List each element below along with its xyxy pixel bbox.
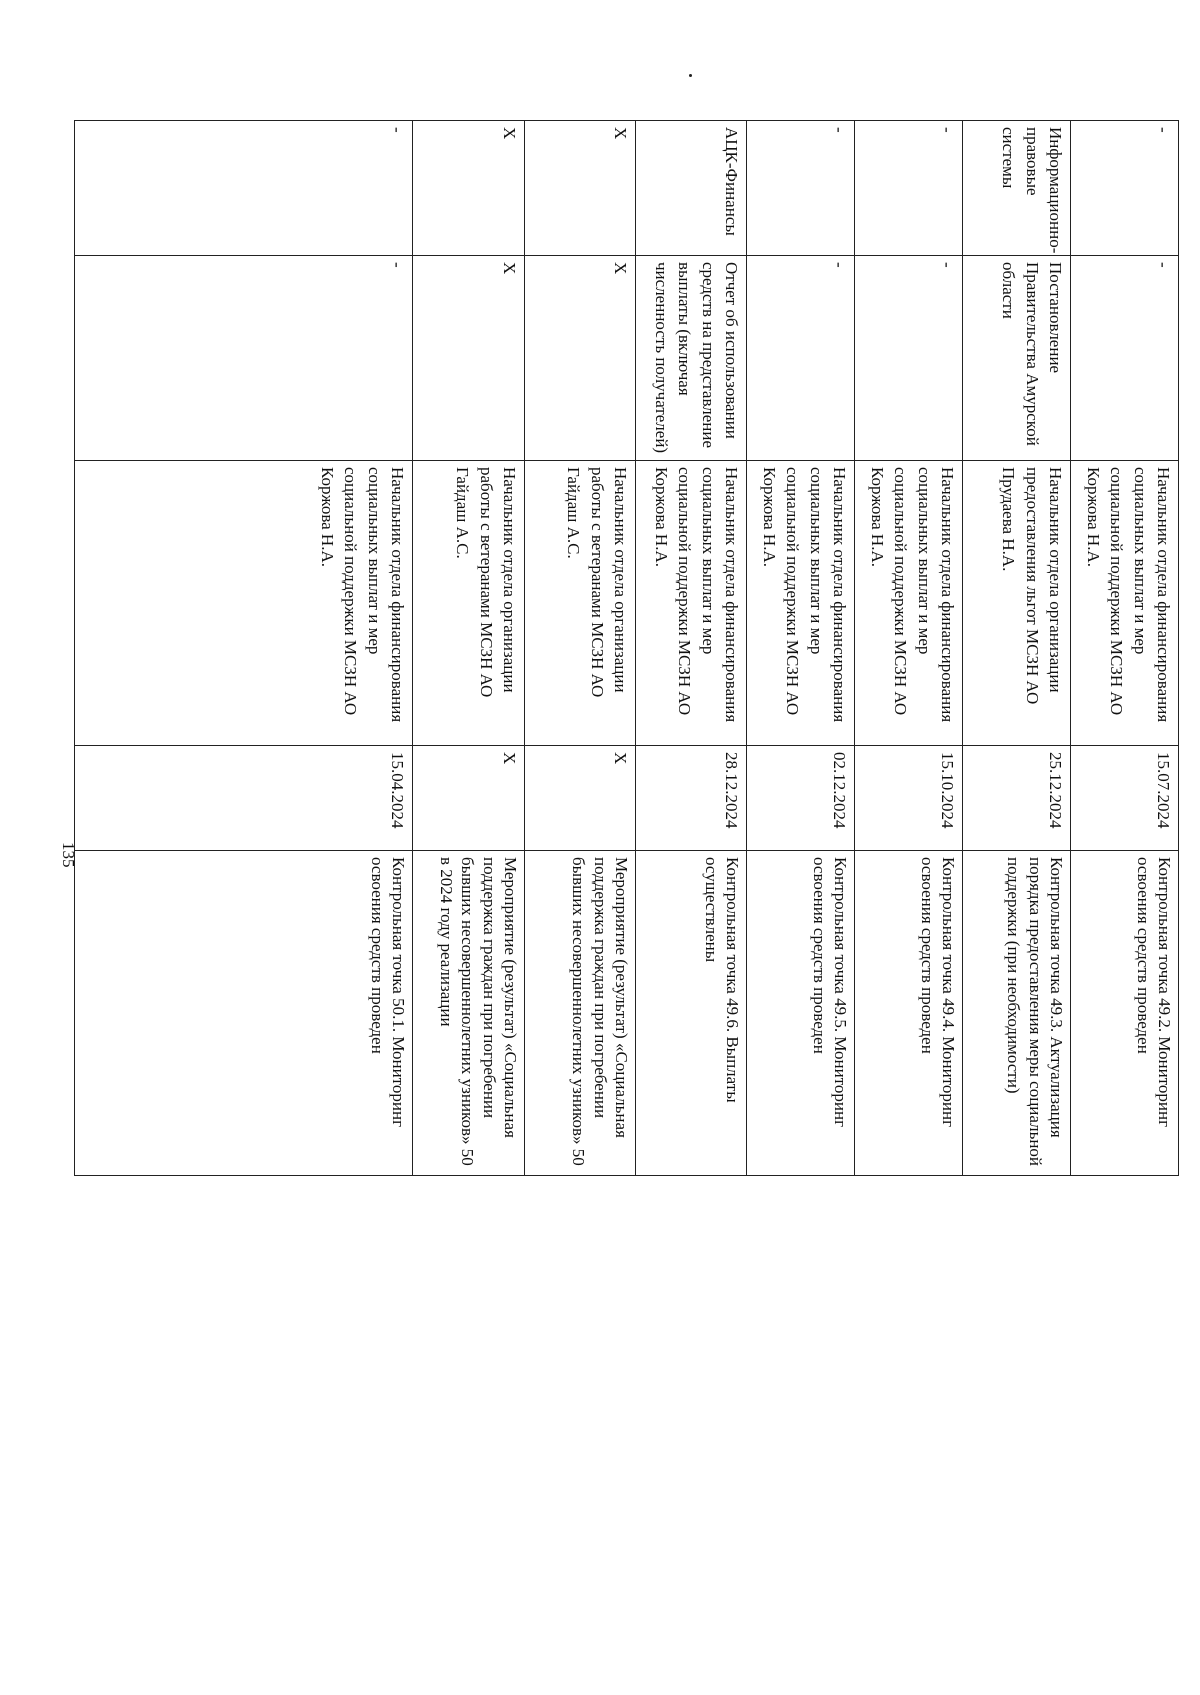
cell-information-system: -	[75, 121, 413, 256]
cell-event: Контрольная точка 49.2. Мониторинг освоения средств проведен	[1071, 851, 1179, 1176]
cell-document-type: Постановление Правительства Амурской области	[963, 256, 1071, 461]
cell-date: 15.10.2024	[855, 746, 963, 851]
cell-document-type: X	[413, 256, 525, 461]
cell-date: 28.12.2024	[636, 746, 747, 851]
cell-date: 02.12.2024	[747, 746, 855, 851]
cell-information-system: -	[855, 121, 963, 256]
table-row	[855, 121, 963, 1176]
cell-responsible: Начальник отдела финансирования социальных выплат и мер социальной поддержки МСЗН АО Коржова Н.А.	[855, 461, 963, 746]
cell-date: 15.04.2024	[75, 746, 413, 851]
cell-responsible: Начальник отдела организации работы с ветеранами МСЗН АО Гайдаш А.С.	[525, 461, 636, 746]
cell-event: Контрольная точка 49.4. Мониторинг освоения средств проведен	[855, 851, 963, 1176]
scan-speck	[689, 74, 692, 77]
cell-event: Контрольная точка 49.6. Выплаты осуществлены	[636, 851, 747, 1176]
cell-document-type: X	[525, 256, 636, 461]
rotated-table-wrapper	[175, 120, 1179, 1175]
cell-event: Контрольная точка 49.5. Мониторинг освоения средств проведен	[747, 851, 855, 1176]
cell-responsible: Начальник отдела организации работы с ветеранами МСЗН АО Гайдаш А.С.	[413, 461, 525, 746]
cell-date: 15.07.2024	[1071, 746, 1179, 851]
cell-document-type: -	[747, 256, 855, 461]
table-row	[963, 121, 1071, 1176]
table-row	[413, 121, 525, 1176]
cell-information-system: -	[1071, 121, 1179, 256]
cell-information-system: АЦК-Финансы	[636, 121, 747, 256]
cell-document-type: -	[75, 256, 413, 461]
cell-event: Мероприятие (результат) «Социальная поддержка граждан при погребении бывших несовершеннолетних узников» 50 в 2024 году реализации	[413, 851, 525, 1176]
cell-event: Мероприятие (результат) «Социальная поддержка граждан при погребении бывших несовершеннолетних узников» 50	[525, 851, 636, 1176]
cell-date: X	[525, 746, 636, 851]
cell-responsible: Начальник отдела финансирования социальных выплат и мер социальной поддержки МСЗН АО Коржова Н.А.	[75, 461, 413, 746]
table-row	[636, 121, 747, 1176]
cell-document-type: Отчет об использовании средств на представление выплаты (включая численность получателей)	[636, 256, 747, 461]
cell-responsible: Начальник отдела финансирования социальных выплат и мер социальной поддержки МСЗН АО Коржова Н.А.	[636, 461, 747, 746]
events-table	[74, 120, 1179, 1176]
page-number: 135	[59, 842, 78, 868]
cell-event: Контрольная точка 49.3. Актуализация порядка предоставления меры социальной поддержки (при необходимости)	[963, 851, 1071, 1176]
table-row	[1071, 121, 1179, 1176]
cell-document-type: -	[1071, 256, 1179, 461]
cell-event: Контрольная точка 50.1. Мониторинг освоения средств проведен	[75, 851, 413, 1176]
cell-information-system: X	[525, 121, 636, 256]
cell-responsible: Начальник отдела финансирования социальных выплат и мер социальной поддержки МСЗН АО Коржова Н.А.	[1071, 461, 1179, 746]
table-row	[75, 121, 413, 1176]
cell-date: X	[413, 746, 525, 851]
table-row	[747, 121, 855, 1176]
cell-information-system: -	[747, 121, 855, 256]
table-body	[75, 121, 1179, 1176]
cell-information-system: X	[413, 121, 525, 256]
cell-responsible: Начальник отдела организации предоставления льгот МСЗН АО Прудаева Н.А.	[963, 461, 1071, 746]
cell-information-system: Информационно-правовые системы	[963, 121, 1071, 256]
cell-document-type: -	[855, 256, 963, 461]
cell-responsible: Начальник отдела финансирования социальных выплат и мер социальной поддержки МСЗН АО Коржова Н.А.	[747, 461, 855, 746]
cell-date: 25.12.2024	[963, 746, 1071, 851]
table-row	[525, 121, 636, 1176]
